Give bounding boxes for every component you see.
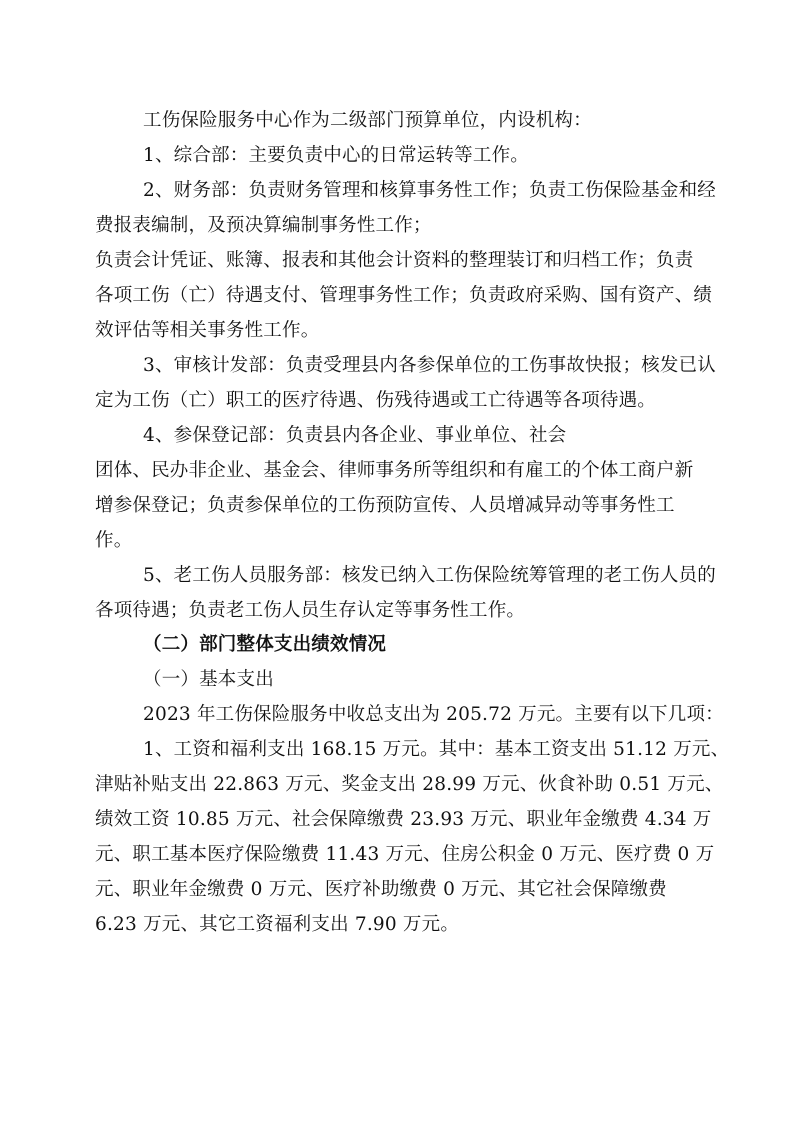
salary-welfare-continued: 元、职工基本医疗保险缴费 11.43 万元、住房公积金 0 万元、医疗费 0 万 — [95, 844, 715, 865]
item-4-continued: 作。 — [95, 530, 133, 551]
paragraph-intro: 工伤保险服务中心作为二级部门预算单位，内设机构： — [143, 110, 592, 131]
item-2-continued: 费报表编制，及预决算编制事务性工作； — [95, 215, 432, 236]
item-3-review-dept: 3、审核计发部：负责受理县内各参保单位的工伤事故快报；核发已认 — [143, 355, 716, 376]
item-2-continued: 负责会计凭证、账簿、报表和其他会计资料的整理装订和归档工作；负责 — [95, 250, 694, 271]
salary-welfare-continued: 绩效工资 10.85 万元、社会保障缴费 23.93 万元、职业年金缴费 4.34 万 — [95, 809, 712, 830]
item-4-continued: 团体、民办非企业、基金会、律师事务所等组织和有雇工的个体工商户新 — [95, 460, 694, 481]
item-1-salary-welfare: 1、工资和福利支出 168.15 万元。其中：基本工资支出 51.12 万元、 — [143, 739, 730, 760]
item-4-continued: 增参保登记；负责参保单位的工伤预防宣传、人员增减异动等事务性工 — [95, 495, 675, 516]
salary-welfare-continued: 津贴补贴支出 22.863 万元、奖金支出 28.99 万元、伙食补助 0.51 万元、 — [95, 774, 724, 795]
item-4-registration-dept: 4、参保登记部：负责县内各企业、事业单位、社会 — [143, 425, 567, 446]
item-5-continued: 各项待遇；负责老工伤人员生存认定等事务性工作。 — [95, 600, 526, 621]
item-3-continued: 定为工伤（亡）职工的医疗待遇、伤残待遇或工亡待遇等各项待遇。 — [95, 390, 657, 411]
item-2-continued: 效评估等相关事务性工作。 — [95, 320, 320, 341]
item-2-finance-dept: 2、财务部：负责财务管理和核算事务性工作；负责工伤保险基金和经 — [143, 180, 716, 201]
item-1-general-dept: 1、综合部：主要负责中心的日常运转等工作。 — [143, 145, 529, 166]
paragraph-total-expenditure: 2023 年工伤保险服务中收总支出为 205.72 万元。主要有以下几项： — [143, 704, 724, 725]
salary-welfare-continued: 元、职业年金缴费 0 万元、医疗补助缴费 0 万元、其它社会保障缴费 — [95, 879, 667, 900]
subsection-heading-basic-expenditure: （一）基本支出 — [143, 669, 274, 690]
item-5-retiree-service-dept: 5、老工伤人员服务部：核发已纳入工伤保险统筹管理的老工伤人员的 — [143, 565, 716, 586]
section-heading-performance: （二）部门整体支出绩效情况 — [143, 634, 387, 655]
item-2-continued: 各项工伤（亡）待遇支付、管理事务性工作；负责政府采购、国有资产、绩 — [95, 285, 713, 306]
salary-welfare-continued: 6.23 万元、其它工资福利支出 7.90 万元。 — [95, 914, 460, 935]
